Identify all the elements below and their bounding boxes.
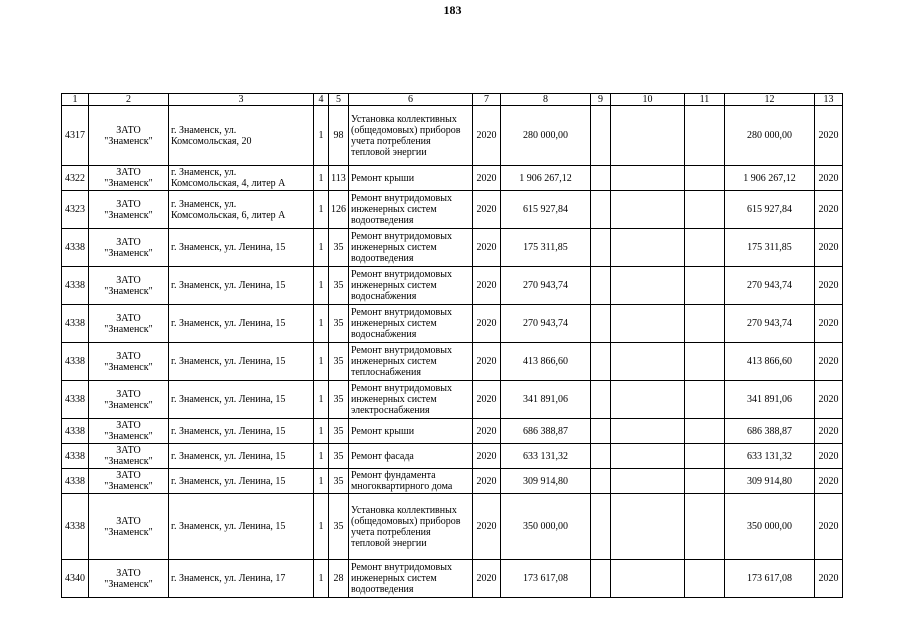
column-header: 1 [62, 94, 89, 106]
registry-table [61, 93, 843, 598]
cell-municipality-line: ЗАТО [116, 274, 141, 286]
cell-col11 [685, 106, 725, 166]
cell-year: 2020 [473, 419, 501, 444]
cell-work-type-line: Ремонт крыши [351, 425, 415, 437]
cell-col5: 35 [329, 229, 349, 267]
cell-amount: 309 914,80 [501, 469, 591, 494]
cell-col4: 1 [314, 419, 329, 444]
table-row [62, 267, 843, 305]
table-row [62, 494, 843, 560]
cell-amount: 280 000,00 [501, 106, 591, 166]
cell-year: 2020 [473, 343, 501, 381]
cell-municipality [89, 444, 169, 469]
cell-id: 4317 [62, 106, 89, 166]
cell-year: 2020 [473, 305, 501, 343]
table-row [62, 343, 843, 381]
cell-municipality-line: "Знаменск" [104, 456, 153, 467]
cell-completion-year: 2020 [815, 343, 843, 381]
cell-work-type-line: инженерных систем [351, 318, 437, 329]
cell-address [169, 106, 314, 166]
cell-address [169, 444, 314, 469]
cell-municipality [89, 305, 169, 343]
column-header: 2 [89, 94, 169, 106]
cell-col9 [591, 444, 611, 469]
cell-work-type-line: водоотведения [351, 584, 414, 595]
cell-address [169, 166, 314, 191]
cell-completion-year: 2020 [815, 166, 843, 191]
cell-id: 4338 [62, 229, 89, 267]
cell-work-type [349, 381, 473, 419]
cell-work-type-line: инженерных систем [351, 204, 437, 215]
cell-municipality [89, 381, 169, 419]
cell-col11 [685, 305, 725, 343]
table-row [62, 166, 843, 191]
cell-id: 4338 [62, 343, 89, 381]
cell-col10 [611, 305, 685, 343]
cell-amount: 1 906 267,12 [501, 166, 591, 191]
cell-municipality-line: "Знаменск" [104, 481, 153, 492]
cell-col5: 98 [329, 106, 349, 166]
cell-address [169, 343, 314, 381]
cell-work-type-line: Ремонт внутридомовых [351, 383, 453, 394]
cell-amount: 175 311,85 [501, 229, 591, 267]
column-header: 6 [349, 94, 473, 106]
cell-id: 4338 [62, 381, 89, 419]
cell-municipality-line: "Знаменск" [104, 323, 153, 335]
cell-work-type-line: многоквартирного дома [351, 481, 453, 492]
cell-municipality [89, 560, 169, 598]
cell-work-type [349, 106, 473, 166]
table-row [62, 469, 843, 494]
cell-municipality-line: ЗАТО [116, 124, 141, 136]
cell-year: 2020 [473, 166, 501, 191]
cell-municipality [89, 419, 169, 444]
cell-municipality [89, 191, 169, 229]
cell-completion-year: 2020 [815, 305, 843, 343]
page-number: 183 [443, 3, 462, 17]
column-header: 13 [815, 94, 843, 106]
cell-col11 [685, 419, 725, 444]
cell-completion-year: 2020 [815, 381, 843, 419]
cell-id: 4322 [62, 166, 89, 191]
table-row [62, 191, 843, 229]
cell-work-type [349, 419, 473, 444]
cell-total: 270 943,74 [725, 305, 815, 343]
cell-work-type [349, 305, 473, 343]
cell-work-type-line: водоотведения [351, 253, 414, 264]
cell-address-line: г. Знаменск, ул. Ленина, 15 [171, 242, 286, 253]
cell-year: 2020 [473, 444, 501, 469]
cell-work-type-line: Установка коллективных [351, 113, 457, 125]
cell-municipality-line: "Знаменск" [104, 178, 153, 189]
cell-col5: 35 [329, 419, 349, 444]
cell-amount: 615 927,84 [501, 191, 591, 229]
cell-col10 [611, 444, 685, 469]
cell-year: 2020 [473, 381, 501, 419]
cell-amount: 173 617,08 [501, 560, 591, 598]
cell-col11 [685, 381, 725, 419]
cell-col9 [591, 494, 611, 560]
cell-col11 [685, 343, 725, 381]
cell-col4: 1 [314, 494, 329, 560]
cell-work-type-line: водоснабжения [351, 291, 417, 302]
cell-completion-year: 2020 [815, 419, 843, 444]
cell-work-type-line: Ремонт фундамента [351, 470, 436, 481]
cell-address-line: г. Знаменск, ул. [171, 198, 237, 210]
cell-work-type [349, 560, 473, 598]
cell-amount: 413 866,60 [501, 343, 591, 381]
cell-municipality-line: ЗАТО [116, 167, 141, 178]
cell-work-type [349, 343, 473, 381]
cell-municipality-line: "Знаменск" [104, 285, 153, 297]
cell-col5: 35 [329, 343, 349, 381]
cell-municipality-line: ЗАТО [116, 350, 141, 362]
cell-address-line: г. Знаменск, ул. Ленина, 15 [171, 280, 286, 291]
cell-col5: 126 [329, 191, 349, 229]
cell-col9 [591, 191, 611, 229]
cell-municipality [89, 343, 169, 381]
cell-col4: 1 [314, 166, 329, 191]
cell-work-type-line: инженерных систем [351, 394, 437, 405]
cell-completion-year: 2020 [815, 191, 843, 229]
column-header: 12 [725, 94, 815, 106]
cell-address [169, 419, 314, 444]
cell-address [169, 494, 314, 560]
cell-col9 [591, 305, 611, 343]
cell-work-type-line: (общедомовых) приборов [351, 124, 461, 136]
cell-total: 173 617,08 [725, 560, 815, 598]
cell-col9 [591, 469, 611, 494]
cell-total: 633 131,32 [725, 444, 815, 469]
cell-municipality [89, 106, 169, 166]
column-header: 11 [685, 94, 725, 106]
cell-work-type-line: Ремонт внутридомовых [351, 269, 453, 280]
cell-col10 [611, 560, 685, 598]
cell-municipality-line: ЗАТО [116, 420, 141, 431]
cell-col10 [611, 381, 685, 419]
cell-address [169, 267, 314, 305]
cell-col5: 35 [329, 267, 349, 305]
cell-col9 [591, 229, 611, 267]
cell-id: 4338 [62, 419, 89, 444]
cell-address-line: г. Знаменск, ул. [171, 124, 237, 136]
cell-municipality-line: ЗАТО [116, 388, 141, 400]
cell-address-line: г. Знаменск, ул. Ленина, 15 [171, 521, 286, 532]
cell-work-type [349, 229, 473, 267]
cell-id: 4323 [62, 191, 89, 229]
cell-total: 270 943,74 [725, 267, 815, 305]
table-row [62, 419, 843, 444]
cell-municipality-line: "Знаменск" [104, 399, 153, 411]
cell-address [169, 305, 314, 343]
cell-year: 2020 [473, 229, 501, 267]
cell-total: 280 000,00 [725, 106, 815, 166]
cell-municipality-line: ЗАТО [116, 236, 141, 248]
cell-year: 2020 [473, 267, 501, 305]
cell-work-type-line: Установка коллективных [351, 504, 457, 516]
cell-col4: 1 [314, 106, 329, 166]
cell-work-type-line: теплоснабжения [351, 367, 421, 378]
cell-col4: 1 [314, 444, 329, 469]
cell-col10 [611, 191, 685, 229]
cell-municipality-line: "Знаменск" [104, 431, 153, 442]
column-header: 3 [169, 94, 314, 106]
cell-year: 2020 [473, 469, 501, 494]
cell-work-type-line: Ремонт внутридомовых [351, 193, 453, 204]
cell-col5: 35 [329, 444, 349, 469]
cell-total: 350 000,00 [725, 494, 815, 560]
cell-year: 2020 [473, 191, 501, 229]
cell-address-line: Комсомольская, 6, литер А [171, 209, 286, 221]
cell-municipality-line: ЗАТО [116, 445, 141, 456]
cell-col11 [685, 560, 725, 598]
cell-total: 1 906 267,12 [725, 166, 815, 191]
cell-municipality-line: ЗАТО [116, 567, 141, 579]
cell-col9 [591, 106, 611, 166]
cell-col5: 35 [329, 305, 349, 343]
cell-id: 4340 [62, 560, 89, 598]
cell-amount: 270 943,74 [501, 305, 591, 343]
cell-col10 [611, 469, 685, 494]
cell-address-line: г. Знаменск, ул. Ленина, 17 [171, 573, 286, 584]
cell-municipality [89, 267, 169, 305]
cell-work-type-line: учета потребления [351, 135, 431, 147]
cell-col4: 1 [314, 267, 329, 305]
cell-amount: 350 000,00 [501, 494, 591, 560]
cell-address-line: г. Знаменск, ул. Ленина, 15 [171, 318, 286, 329]
cell-total: 175 311,85 [725, 229, 815, 267]
table-row [62, 381, 843, 419]
cell-completion-year: 2020 [815, 444, 843, 469]
cell-completion-year: 2020 [815, 106, 843, 166]
cell-col10 [611, 106, 685, 166]
cell-work-type-line: инженерных систем [351, 573, 437, 584]
cell-municipality [89, 229, 169, 267]
cell-total: 615 927,84 [725, 191, 815, 229]
cell-work-type-line: водоотведения [351, 215, 414, 226]
cell-work-type-line: Ремонт внутридомовых [351, 307, 453, 318]
column-header: 10 [611, 94, 685, 106]
cell-col10 [611, 166, 685, 191]
table-row [62, 229, 843, 267]
cell-col5: 35 [329, 469, 349, 494]
table-row [62, 444, 843, 469]
cell-work-type [349, 469, 473, 494]
cell-id: 4338 [62, 267, 89, 305]
cell-completion-year: 2020 [815, 469, 843, 494]
column-header: 5 [329, 94, 349, 106]
column-header: 9 [591, 94, 611, 106]
cell-col11 [685, 191, 725, 229]
cell-col4: 1 [314, 343, 329, 381]
cell-col4: 1 [314, 381, 329, 419]
cell-municipality-line: ЗАТО [116, 198, 141, 210]
cell-work-type-line: (общедомовых) приборов [351, 515, 461, 527]
cell-work-type-line: инженерных систем [351, 280, 437, 291]
cell-col9 [591, 166, 611, 191]
cell-completion-year: 2020 [815, 560, 843, 598]
cell-municipality [89, 469, 169, 494]
cell-col11 [685, 229, 725, 267]
cell-col11 [685, 469, 725, 494]
cell-total: 341 891,06 [725, 381, 815, 419]
cell-municipality-line: "Знаменск" [104, 247, 153, 259]
cell-municipality-line: "Знаменск" [104, 361, 153, 373]
cell-id: 4338 [62, 469, 89, 494]
cell-work-type-line: Ремонт крыши [351, 172, 415, 184]
column-number-row [62, 94, 843, 106]
cell-municipality-line: "Знаменск" [104, 578, 153, 590]
cell-work-type-line: электроснабжения [351, 405, 430, 416]
cell-address [169, 191, 314, 229]
cell-total: 309 914,80 [725, 469, 815, 494]
cell-amount: 686 388,87 [501, 419, 591, 444]
cell-col11 [685, 444, 725, 469]
cell-municipality-line: "Знаменск" [104, 209, 153, 221]
cell-year: 2020 [473, 560, 501, 598]
cell-amount: 633 131,32 [501, 444, 591, 469]
cell-id: 4338 [62, 444, 89, 469]
cell-address [169, 469, 314, 494]
cell-work-type-line: инженерных систем [351, 356, 437, 367]
cell-address-line: Комсомольская, 4, литер А [171, 178, 286, 189]
cell-municipality-line: "Знаменск" [104, 526, 153, 538]
cell-completion-year: 2020 [815, 267, 843, 305]
cell-work-type [349, 166, 473, 191]
cell-work-type [349, 494, 473, 560]
cell-municipality-line: ЗАТО [116, 312, 141, 324]
cell-col10 [611, 494, 685, 560]
cell-amount: 341 891,06 [501, 381, 591, 419]
cell-col10 [611, 267, 685, 305]
cell-col5: 35 [329, 381, 349, 419]
cell-id: 4338 [62, 494, 89, 560]
table-row [62, 560, 843, 598]
cell-work-type-line: учета потребления [351, 526, 431, 538]
table-row [62, 305, 843, 343]
cell-col10 [611, 343, 685, 381]
cell-address-line: г. Знаменск, ул. Ленина, 15 [171, 450, 286, 462]
cell-year: 2020 [473, 494, 501, 560]
cell-col11 [685, 494, 725, 560]
cell-municipality-line: ЗАТО [116, 470, 141, 481]
cell-address-line: г. Знаменск, ул. Ленина, 15 [171, 356, 286, 367]
cell-year: 2020 [473, 106, 501, 166]
cell-col9 [591, 343, 611, 381]
cell-work-type-line: тепловой энергии [351, 537, 427, 549]
cell-col10 [611, 229, 685, 267]
cell-address-line: г. Знаменск, ул. Ленина, 15 [171, 425, 286, 437]
cell-work-type-line: водоснабжения [351, 329, 417, 340]
cell-total: 686 388,87 [725, 419, 815, 444]
cell-work-type-line: инженерных систем [351, 242, 437, 253]
cell-address-line: г. Знаменск, ул. Ленина, 15 [171, 394, 286, 405]
cell-address-line: Комсомольская, 20 [171, 135, 252, 147]
cell-col4: 1 [314, 191, 329, 229]
cell-col11 [685, 166, 725, 191]
cell-municipality [89, 494, 169, 560]
cell-col9 [591, 560, 611, 598]
column-header: 7 [473, 94, 501, 106]
cell-address [169, 381, 314, 419]
cell-total: 413 866,60 [725, 343, 815, 381]
cell-work-type-line: Ремонт внутридомовых [351, 345, 453, 356]
cell-col4: 1 [314, 469, 329, 494]
cell-col4: 1 [314, 229, 329, 267]
cell-col5: 35 [329, 494, 349, 560]
cell-col11 [685, 267, 725, 305]
cell-col9 [591, 381, 611, 419]
table-row [62, 106, 843, 166]
cell-work-type-line: Ремонт фасада [351, 450, 414, 462]
cell-work-type [349, 191, 473, 229]
cell-col9 [591, 419, 611, 444]
cell-work-type-line: тепловой энергии [351, 146, 427, 158]
cell-completion-year: 2020 [815, 494, 843, 560]
cell-address [169, 229, 314, 267]
cell-work-type-line: Ремонт внутридомовых [351, 562, 453, 573]
cell-col10 [611, 419, 685, 444]
cell-work-type-line: Ремонт внутридомовых [351, 231, 453, 242]
cell-address [169, 560, 314, 598]
cell-work-type [349, 444, 473, 469]
cell-col4: 1 [314, 560, 329, 598]
column-header: 8 [501, 94, 591, 106]
cell-address-line: г. Знаменск, ул. [171, 167, 237, 178]
cell-municipality-line: "Знаменск" [104, 135, 153, 147]
cell-completion-year: 2020 [815, 229, 843, 267]
cell-amount: 270 943,74 [501, 267, 591, 305]
cell-id: 4338 [62, 305, 89, 343]
cell-col9 [591, 267, 611, 305]
cell-col5: 28 [329, 560, 349, 598]
column-header: 4 [314, 94, 329, 106]
cell-col4: 1 [314, 305, 329, 343]
cell-address-line: г. Знаменск, ул. Ленина, 15 [171, 475, 286, 487]
cell-municipality [89, 166, 169, 191]
cell-municipality-line: ЗАТО [116, 515, 141, 527]
cell-work-type [349, 267, 473, 305]
cell-col5: 113 [329, 166, 349, 191]
